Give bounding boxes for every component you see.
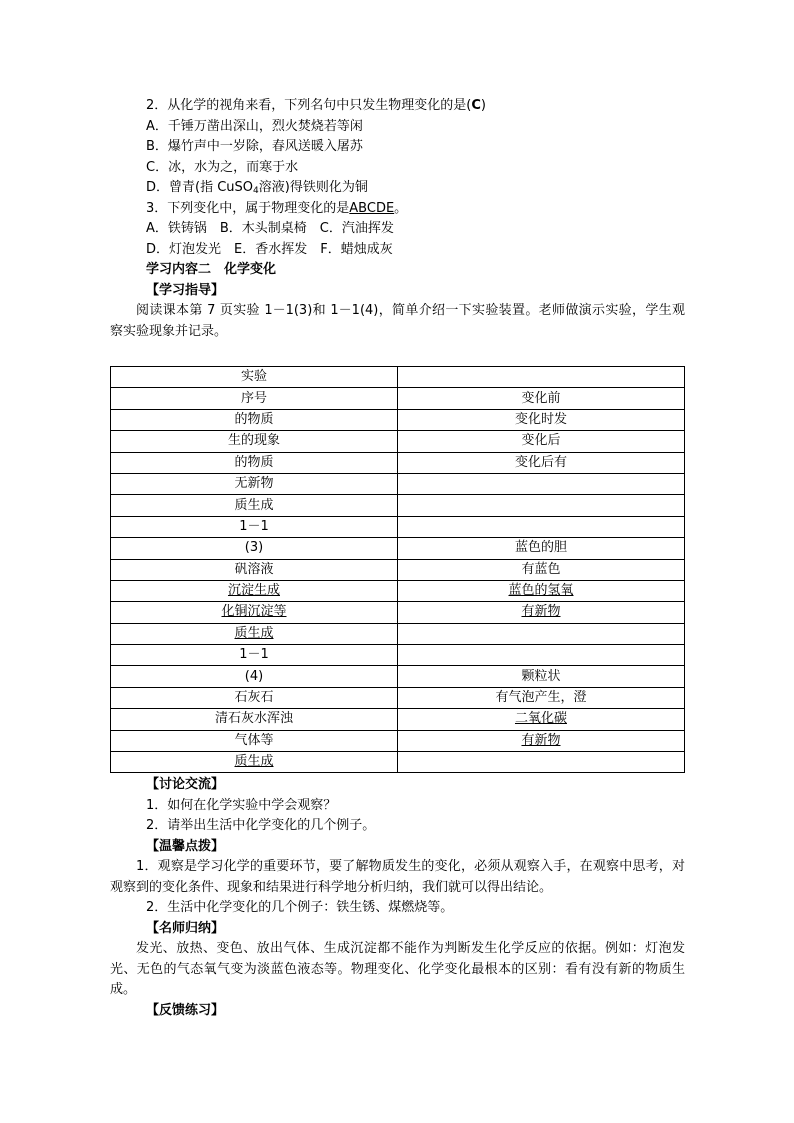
table-row	[111, 602, 685, 623]
guide-heading: 【学习指导】	[146, 282, 225, 298]
table-cell-left	[111, 580, 398, 601]
question-3-stem: 3．下列变化中，属于物理变化的是ABCDE。	[146, 200, 408, 216]
table-cell-left	[111, 473, 398, 494]
table-cell-left	[111, 730, 398, 751]
tips-paragraph-1: 1．观察是学习化学的重要环节，要了解物质发生的变化，必须从观察入手，在观察中思考，对观察到的变化条件、现象和结果进行科学地分析归纳，我们就可以得出结论。	[110, 859, 685, 895]
table-cell-right	[398, 645, 685, 666]
table-cell-text: 有蓝色	[521, 561, 561, 577]
table-cell-right	[398, 495, 685, 516]
question-2-option-d: D．曾青(指 CuSO$_4$溶液)得铁则化为铜	[146, 180, 368, 196]
table-cell-text: 变化前	[521, 390, 561, 406]
table-cell-text: 质生成	[234, 497, 274, 513]
table-cell-left	[111, 452, 398, 473]
summary-heading: 【名师归纳】	[146, 920, 225, 936]
table-cell-left	[111, 709, 398, 730]
table-row	[111, 730, 685, 751]
table-cell-right	[398, 580, 685, 601]
table-row	[111, 495, 685, 516]
table-cell-text: 1－1	[239, 518, 269, 534]
table-cell-text: 清石灰水浑浊	[214, 711, 293, 727]
table-cell-left	[111, 645, 398, 666]
table-cell-right	[398, 388, 685, 409]
table-cell-right	[398, 709, 685, 730]
question-2-answer: C	[471, 98, 481, 113]
table-row	[111, 752, 685, 773]
section-title: 学习内容二 化学变化	[146, 262, 277, 277]
table-cell-text: 有新物	[521, 604, 561, 620]
table-row	[111, 367, 685, 388]
table-cell-left	[111, 538, 398, 559]
table-cell-right	[398, 602, 685, 623]
table-row	[111, 559, 685, 580]
discuss-item-1: 1．如何在化学实验中学会观察？	[146, 797, 337, 813]
table-cell-text: 颗粒状	[521, 668, 561, 684]
table-cell-right	[398, 687, 685, 708]
table-cell-left	[111, 602, 398, 623]
table-cell-right	[398, 452, 685, 473]
tips-heading: 【温馨点拨】	[146, 838, 225, 854]
discuss-heading: 【讨论交流】	[146, 777, 225, 792]
table-row	[111, 409, 685, 430]
table-cell-text: 质生成	[234, 625, 274, 641]
table-cell-text: 气体等	[234, 732, 274, 748]
table-cell-text: 蓝色的胆	[514, 540, 567, 556]
table-cell-text: (4)	[244, 668, 264, 684]
table-cell-left	[111, 752, 398, 773]
table-cell-right	[398, 666, 685, 687]
table-cell-left	[111, 431, 398, 452]
table-cell-text: 二氧化碳	[514, 711, 567, 727]
question-3-options-row-1: A．铁铸锅 B．木头制桌椅 C．汽油挥发	[146, 221, 394, 236]
table-cell-right	[398, 516, 685, 537]
table-cell-left	[111, 495, 398, 516]
table-cell-text: 变化后有	[514, 454, 567, 470]
lower-content	[110, 775, 685, 1021]
table-cell-text: 质生成	[234, 754, 274, 770]
question-3-options-row-2: D．灯泡发光 E．香水挥发 F．蜡烛成灰	[146, 241, 393, 257]
table-cell-left	[111, 388, 398, 409]
table-row	[111, 452, 685, 473]
table-cell-left	[111, 409, 398, 430]
feedback-heading: 【反馈练习】	[146, 1002, 225, 1018]
guide-text: 阅读课本第 7 页实验 1－1(3)和 1－1(4)，简单介绍一下实验装置。老师做演示实验，学生观察实验现象并记录。	[110, 303, 685, 339]
table-cell-right	[398, 752, 685, 773]
table-cell-right	[398, 559, 685, 580]
table-row	[111, 623, 685, 644]
question-2-option-a: A．千锤万凿出深山，烈火焚烧若等闲	[146, 118, 363, 134]
table-cell-text: 蓝色的氢氧	[508, 583, 574, 599]
table-cell-text: 变化后	[521, 433, 561, 449]
table-row	[111, 645, 685, 666]
table-cell-right	[398, 538, 685, 559]
table-cell-text: 生的现象	[227, 433, 280, 449]
table-cell-left	[111, 687, 398, 708]
table-cell-right	[398, 409, 685, 430]
table-row	[111, 709, 685, 730]
table-cell-right	[398, 473, 685, 494]
table-cell-text: (3)	[244, 540, 264, 556]
table-row	[111, 431, 685, 452]
tips-paragraph-2: 2．生活中化学变化的几个例子：铁生锈、煤燃烧等。	[146, 900, 454, 915]
table-cell-text: 1－1	[239, 647, 269, 663]
table-cell-right	[398, 367, 685, 388]
experiment-table	[110, 366, 685, 773]
table-cell-text: 的物质	[234, 454, 274, 470]
question-2-option-c: C．冰，水为之，而寒于水	[146, 159, 299, 175]
experiment-table-body	[111, 367, 685, 773]
table-cell-right	[398, 730, 685, 751]
table-cell-text: 有气泡产生，澄	[495, 690, 587, 706]
discuss-item-2: 2．请举出生活中化学变化的几个例子。	[146, 818, 376, 833]
table-row	[111, 580, 685, 601]
table-cell-text: 矾溶液	[234, 561, 274, 577]
question-2-stem: 2．从化学的视角来看，下列名句中只发生物理变化的是(C)	[146, 98, 486, 113]
table-cell-text: 实验	[240, 369, 267, 385]
table-row	[111, 666, 685, 687]
table-cell-left	[111, 367, 398, 388]
table-cell-text: 无新物	[234, 476, 274, 492]
table-cell-left	[111, 516, 398, 537]
table-cell-text: 序号	[240, 390, 267, 406]
upper-content	[110, 96, 685, 342]
table-cell-text: 的物质	[234, 411, 274, 427]
summary-text: 发光、放热、变色、放出气体、生成沉淀都不能作为判断发生化学反应的依据。例如：灯泡发光、无色的气态氧气变为淡蓝色液态等。物理变化、化学变化最根本的区别：看有没有新的物质生成。	[110, 941, 685, 997]
question-2-option-b: B．爆竹声中一岁除，春风送暖入屠苏	[146, 139, 363, 154]
table-row	[111, 473, 685, 494]
table-row	[111, 538, 685, 559]
table-cell-text: 变化时发	[514, 411, 567, 427]
table-row	[111, 516, 685, 537]
table-cell-left	[111, 666, 398, 687]
table-cell-text: 有新物	[521, 732, 561, 748]
question-3-answer: ABCDE	[349, 200, 395, 216]
table-cell-right	[398, 623, 685, 644]
table-cell-left	[111, 623, 398, 644]
table-cell-text: 化铜沉淀等	[221, 604, 287, 620]
table-row	[111, 687, 685, 708]
table-cell-left	[111, 559, 398, 580]
table-cell-text: 沉淀生成	[227, 583, 280, 599]
table-row	[111, 388, 685, 409]
table-cell-text: 石灰石	[234, 690, 274, 706]
table-cell-right	[398, 431, 685, 452]
